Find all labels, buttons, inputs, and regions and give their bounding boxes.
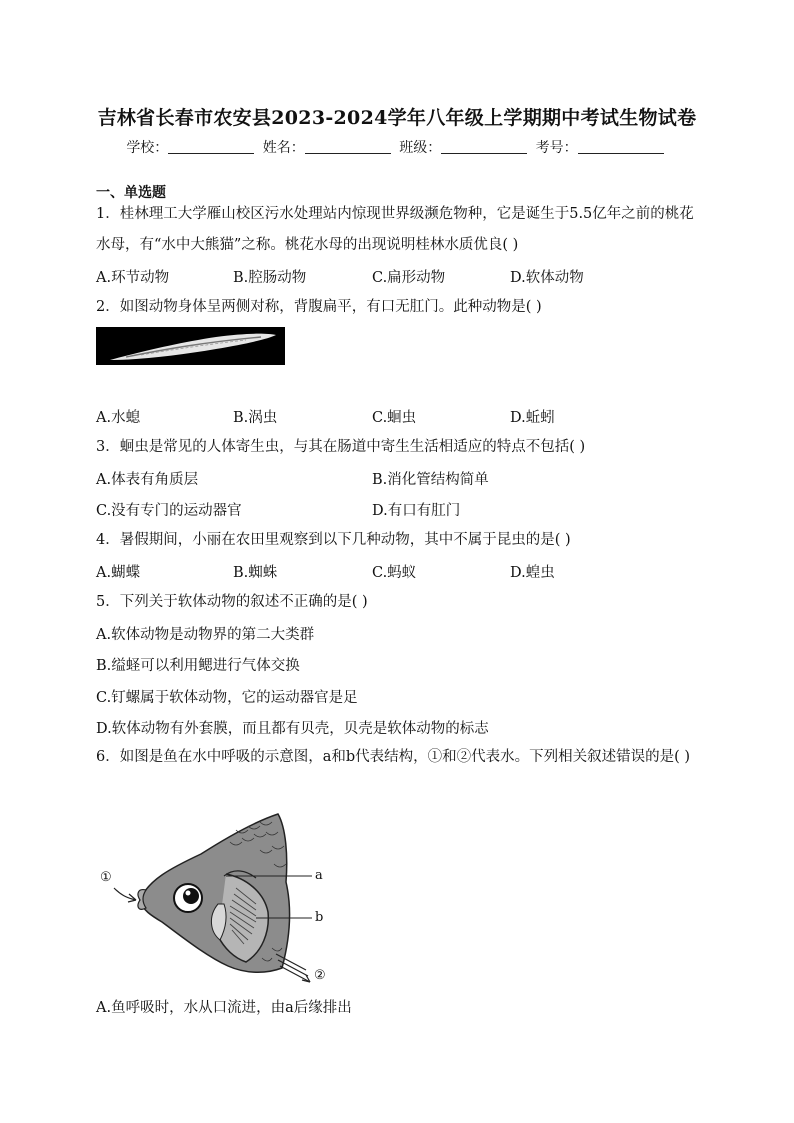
school-field: 学校： bbox=[126, 137, 258, 157]
option[interactable]: C.扁形动物 bbox=[372, 270, 446, 286]
student-info-row bbox=[0, 137, 794, 157]
question-6-stem: 6．如图是鱼在水中呼吸的示意图，a和b代表结构，①和②代表水。下列相关叙述错误的是( ) bbox=[96, 749, 691, 765]
option[interactable]: A.水螅 bbox=[96, 410, 141, 426]
page-title: 吉林省长春市农安县2023-2024学年八年级上学期期中考试生物试卷 bbox=[97, 107, 697, 129]
structure-b-label: b bbox=[315, 910, 324, 925]
question-3-options-row2 bbox=[96, 499, 696, 523]
question-2-stem: 2．如图动物身体呈两侧对称，背腹扁平，有口无肛门。此种动物是( ) bbox=[96, 299, 542, 315]
water-out-label: ② bbox=[314, 968, 326, 983]
option[interactable]: C.蛔虫 bbox=[372, 410, 417, 426]
option[interactable]: D.有口有肛门 bbox=[372, 503, 461, 519]
question-5-stem: 5．下列关于软体动物的叙述不正确的是( ) bbox=[96, 594, 368, 610]
question-3-stem: 3．蛔虫是常见的人体寄生虫，与其在肠道中寄生生活相适应的特点不包括( ) bbox=[96, 439, 586, 455]
option[interactable]: B.蜘蛛 bbox=[233, 565, 278, 581]
question-4-options bbox=[96, 561, 696, 585]
option[interactable]: A.体表有角质层 bbox=[96, 472, 199, 488]
option[interactable]: D.软体动物 bbox=[510, 270, 584, 286]
structure-a-label: a bbox=[315, 868, 323, 883]
option[interactable]: C.钉螺属于软体动物，它的运动器官是足 bbox=[96, 690, 358, 706]
question-1-stem: 1．桂林理工大学雁山校区污水处理站内惊现世界级濒危物种，它是诞生于5.5亿年之前的桃花水母，有“水中大熊猫”之称。桃花水母的出现说明桂林水质优良( ) bbox=[96, 206, 694, 253]
name-blank[interactable] bbox=[305, 139, 391, 154]
option[interactable]: D.软体动物有外套膜，而且都有贝壳，贝壳是软体动物的标志 bbox=[96, 721, 489, 737]
exam-number-blank[interactable] bbox=[578, 139, 664, 154]
option[interactable]: B.缢蛏可以利用鳃进行气体交换 bbox=[96, 658, 300, 674]
option[interactable]: D.蚯蚓 bbox=[510, 410, 555, 426]
flatworm-image bbox=[96, 327, 285, 365]
class-blank[interactable] bbox=[441, 139, 527, 154]
school-blank[interactable] bbox=[168, 139, 254, 154]
question-4-stem: 4．暑假期间，小丽在农田里观察到以下几种动物，其中不属于昆虫的是( ) bbox=[96, 532, 571, 548]
option[interactable]: A.软体动物是动物界的第二大类群 bbox=[96, 627, 315, 643]
option[interactable]: A.环节动物 bbox=[96, 270, 170, 286]
question-3-options bbox=[96, 468, 696, 492]
water-in-label: ① bbox=[100, 870, 112, 885]
option[interactable]: C.蚂蚁 bbox=[372, 565, 417, 581]
option[interactable]: D.蝗虫 bbox=[510, 565, 555, 581]
class-field: 班级： bbox=[399, 137, 531, 157]
question-1-options bbox=[96, 266, 696, 290]
question-2-options bbox=[96, 406, 696, 430]
exam-number-field: 考号： bbox=[536, 137, 668, 157]
fish-respiration-diagram bbox=[96, 808, 336, 988]
option[interactable]: B.涡虫 bbox=[233, 410, 278, 426]
name-field: 姓名： bbox=[263, 137, 395, 157]
section-heading: 一、单选题 bbox=[96, 185, 166, 201]
option[interactable]: A.鱼呼吸时，水从口流进，由a后缘排出 bbox=[96, 1000, 352, 1016]
option[interactable]: A.蝴蝶 bbox=[96, 565, 141, 581]
option[interactable]: B.消化管结构简单 bbox=[372, 472, 489, 488]
option[interactable]: B.腔肠动物 bbox=[233, 270, 307, 286]
option[interactable]: C.没有专门的运动器官 bbox=[96, 503, 242, 519]
